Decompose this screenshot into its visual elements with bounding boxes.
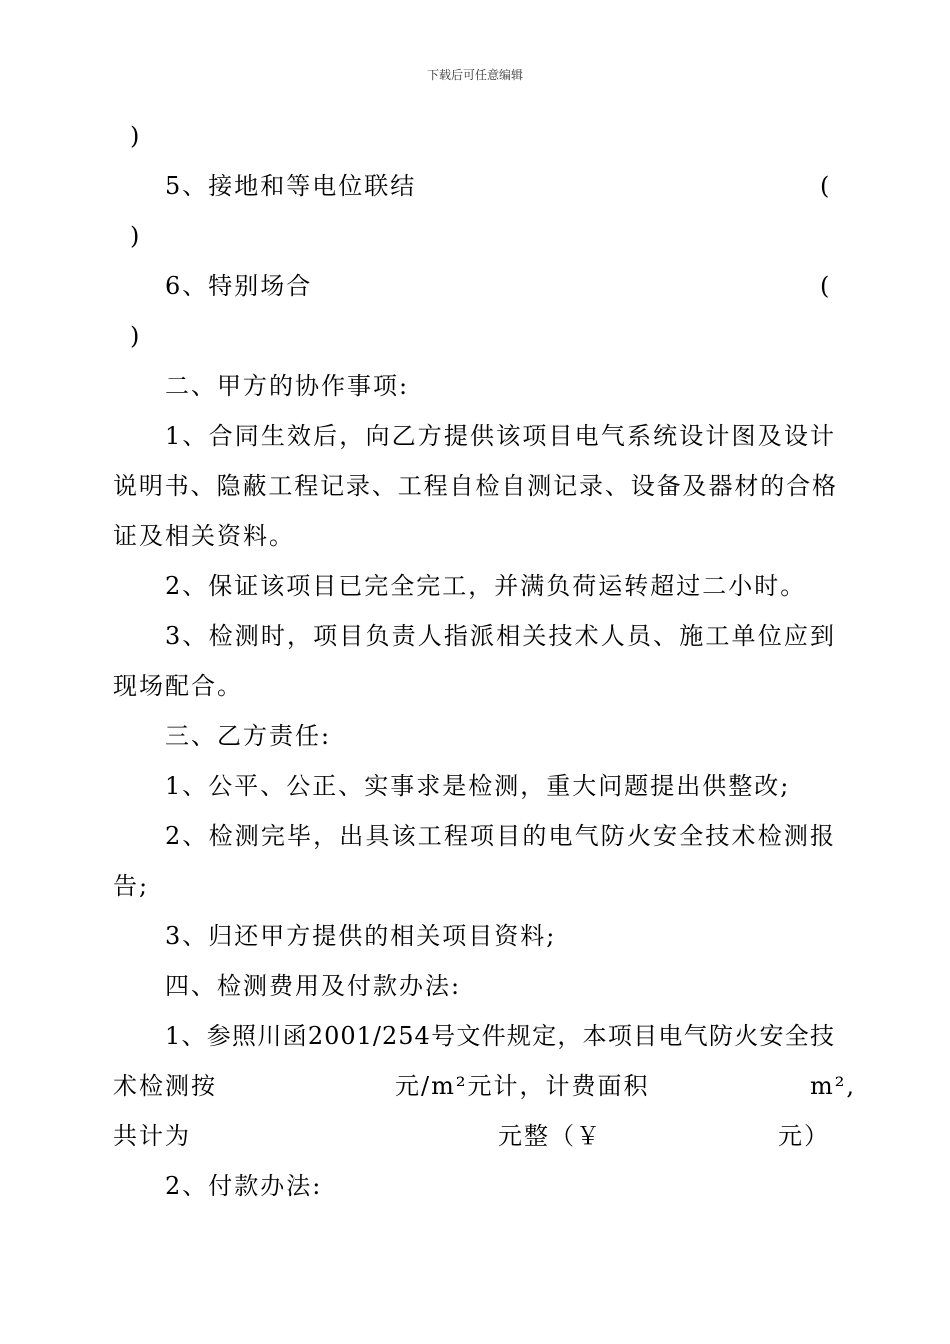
text-line xyxy=(0,668,950,704)
item-5-label: 5、接地和等电位联结 xyxy=(165,172,417,200)
section-4-title: 四、检测费用及付款办法: xyxy=(165,972,462,1000)
paragraph-line: 现场配合。 xyxy=(113,672,243,700)
text-line xyxy=(0,918,950,954)
text-line xyxy=(0,1018,950,1054)
fill-in-text: 元整（￥ xyxy=(498,1122,602,1150)
fill-in-text: 元） xyxy=(778,1122,830,1150)
paragraph-line: 3、归还甲方提供的相关项目资料; xyxy=(165,922,557,950)
fill-in-text: 共计为 xyxy=(113,1122,191,1150)
text-line xyxy=(0,368,950,404)
section-3-title: 三、乙方责任: xyxy=(165,722,332,750)
text-line xyxy=(0,618,950,654)
item-6-label: 6、特别场合 xyxy=(165,272,313,300)
paragraph-line: 2、付款办法: xyxy=(165,1172,323,1200)
paragraph-line: 1、合同生效后，向乙方提供该项目电气系统设计图及设计 xyxy=(165,422,835,450)
paragraph-line: 3、检测时，项目负责人指派相关技术人员、施工单位应到 xyxy=(165,622,835,650)
close-paren: ) xyxy=(130,122,142,150)
paragraph-line: 告; xyxy=(113,872,150,900)
text-line xyxy=(0,1168,950,1204)
text-line xyxy=(0,768,950,804)
open-paren: ( xyxy=(820,172,832,200)
paragraph-line: 1、公平、公正、实事求是检测，重大问题提出供整改; xyxy=(165,772,791,800)
text-line xyxy=(0,968,950,1004)
text-line xyxy=(0,818,950,854)
fill-in-text: 术检测按 xyxy=(113,1072,217,1100)
text-line xyxy=(0,518,950,554)
text-line xyxy=(0,568,950,604)
text-line xyxy=(0,318,950,354)
text-line xyxy=(0,418,950,454)
text-line xyxy=(0,268,950,304)
open-paren: ( xyxy=(820,272,832,300)
fill-in-text: m², xyxy=(810,1072,857,1100)
paragraph-line: 2、保证该项目已完全完工，并满负荷运转超过二小时。 xyxy=(165,572,807,600)
close-paren: ) xyxy=(130,322,142,350)
fill-in-text: 元/m²元计，计费面积 xyxy=(395,1072,650,1100)
paragraph-line: 2、检测完毕，出具该工程项目的电气防火安全技术检测报 xyxy=(165,822,835,850)
text-line xyxy=(0,1068,950,1104)
text-line xyxy=(0,168,950,204)
section-2-title: 二、甲方的协作事项: xyxy=(165,372,410,400)
paragraph-line: 说明书、隐蔽工程记录、工程自检自测记录、设备及器材的合格 xyxy=(113,472,837,500)
page-header: 下载后可任意编辑 xyxy=(426,68,523,82)
text-line xyxy=(0,868,950,904)
close-paren: ) xyxy=(130,222,142,250)
text-line xyxy=(0,218,950,254)
text-line xyxy=(0,718,950,754)
paragraph-line: 证及相关资料。 xyxy=(113,522,295,550)
text-line xyxy=(0,118,950,154)
paragraph-line: 1、参照川函2001/254号文件规定，本项目电气防火安全技 xyxy=(165,1022,835,1050)
text-line xyxy=(0,1118,950,1154)
text-line xyxy=(0,468,950,504)
